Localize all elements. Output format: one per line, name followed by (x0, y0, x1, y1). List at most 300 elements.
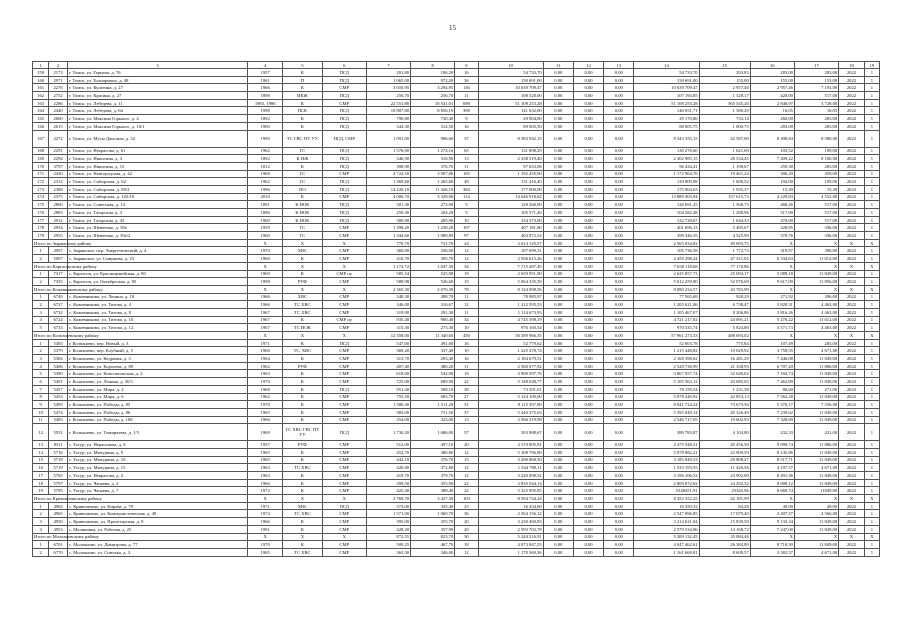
table-cell: 5551 (49, 424, 68, 441)
table-cell: 313,70 (366, 355, 410, 363)
table-cell: 1970 (248, 541, 283, 549)
table-cell: 1 (864, 76, 879, 84)
table-cell: 11 849,00 (794, 518, 838, 526)
table-cell: 22 551,80 (366, 99, 410, 107)
table-cell: 986,60 (411, 130, 455, 147)
table-cell: 5719 (49, 464, 68, 472)
table-cell: 1 (864, 441, 879, 449)
table-cell: 0,00 (604, 424, 634, 441)
table-cell: 169 (33, 155, 49, 163)
table-cell: 25 094,17 (699, 270, 750, 278)
table-cell: 7 658 118,68 (634, 262, 699, 270)
table-cell: 2022 (839, 209, 865, 217)
table-cell: 0,00 (573, 107, 603, 115)
table-row (33, 316, 880, 324)
table-cell: 1 (33, 270, 49, 278)
table-cell: 0,00 (543, 84, 573, 92)
table-cell: 0,00 (573, 416, 603, 424)
table-cell: 0,00 (543, 69, 573, 77)
table-cell: 2022 (839, 224, 865, 232)
table-cell: 0,00 (573, 541, 603, 549)
table-cell: 1 (864, 401, 879, 409)
table-cell: 2 593 702,78 (478, 525, 543, 533)
table-cell: 517,00 (794, 216, 838, 224)
table-cell: 316,90 (411, 155, 455, 163)
table-cell: 162 (33, 92, 49, 100)
table-cell: 176 (33, 209, 49, 217)
table-cell: 65 (455, 147, 478, 155)
table-cell: 13 (455, 155, 478, 163)
table-cell: 140 051,71 (634, 107, 699, 115)
table-cell: 8 041 724,24 (634, 401, 699, 409)
table-row (33, 339, 880, 347)
table-cell: 2 (33, 347, 49, 355)
table-cell: ГС (283, 232, 323, 240)
table-cell: 12 (33, 424, 49, 441)
table-cell: 10 (33, 408, 49, 416)
table-cell: 1 205 621,06 (634, 301, 699, 309)
table-cell: ИКЖ (283, 92, 323, 100)
address-cell: г. Колпашево, ул. Ленина, д. 30/1 (67, 378, 247, 386)
table-cell: 3 (33, 518, 49, 526)
table-cell: 2 957,46 (750, 84, 794, 92)
table-cell: 2022 (839, 525, 865, 533)
district-total-row (33, 332, 880, 340)
table-cell: 11 886,00 (794, 362, 838, 370)
table-cell: 84,28 (699, 502, 750, 510)
table-cell: К (283, 401, 323, 409)
table-cell: 5 (33, 370, 49, 378)
table-cell: 6 738,47 (699, 301, 750, 309)
table-cell: 2 365,30 (366, 285, 410, 293)
table-cell: 12 (455, 448, 478, 456)
table-cell: 1996 (248, 185, 283, 193)
table-cell: X (864, 332, 879, 340)
table-cell: 11 340,60 (411, 332, 455, 340)
table-row (33, 278, 880, 286)
table-cell: 0,00 (543, 162, 573, 170)
table-cell: 5 078 246,92 (634, 393, 699, 401)
table-cell: 47 321,02 (699, 255, 750, 263)
table-cell: 0,00 (604, 510, 634, 518)
table-cell: 12 (455, 301, 478, 309)
table-cell: 0,00 (604, 408, 634, 416)
table-cell: 271,00 (794, 385, 838, 393)
address-cell: с. Тогур, ул. Нерасонова, д. 8 (67, 441, 247, 449)
table-cell: 7 247,00 (750, 525, 794, 533)
table-cell: 0,00 (543, 147, 573, 155)
table-cell: 970 335,74 (634, 324, 699, 332)
table-cell: 380,20 (411, 362, 455, 370)
table-cell: 346,00 (411, 548, 455, 556)
table-row (33, 308, 880, 316)
table-cell: 0,00 (573, 201, 603, 209)
table-cell: 0,00 (543, 339, 573, 347)
table-cell: ПСД (322, 147, 366, 155)
table-cell: 2 (33, 510, 49, 518)
table-cell: 11 886,00 (794, 441, 838, 449)
table-cell: 51 108 253,28 (634, 99, 699, 107)
table-cell: X (839, 533, 865, 541)
table-cell: 0,00 (543, 502, 573, 510)
table-cell: 0,00 (604, 355, 634, 363)
table-cell: 0,00 (543, 385, 573, 393)
table-cell: 0,00 (543, 201, 573, 209)
table-cell: 2291 (49, 147, 68, 155)
table-cell: 306,20 (750, 170, 794, 178)
table-cell: 11 849,00 (794, 393, 838, 401)
table-cell: 0,00 (543, 155, 573, 163)
table-cell: 0,00 (573, 401, 603, 409)
table-cell: 0,00 (543, 479, 573, 487)
table-cell: 1971 (248, 339, 283, 347)
table-cell: 2 338 519,40 (478, 155, 543, 163)
table-cell: 336,00 (794, 232, 838, 240)
table-cell: К (283, 448, 323, 456)
table-cell: 1 (864, 487, 879, 495)
table-cell: 0,00 (573, 216, 603, 224)
table-cell: 7 193,00 (794, 84, 838, 92)
table-cell: ТС ГВС ПУ УУ (283, 130, 323, 147)
table-cell: К (283, 525, 323, 533)
table-cell: 373,00 (366, 502, 410, 510)
table-cell: 2272 (49, 130, 68, 147)
table-cell: 0,00 (604, 209, 634, 217)
table-cell: 1 (864, 324, 879, 332)
table-cell: 10 639 709,47 (634, 84, 699, 92)
table-cell: 319,90 (366, 308, 410, 316)
table-row (33, 84, 880, 92)
table-cell: 1 (864, 301, 879, 309)
table-cell: К (283, 518, 323, 526)
table-cell: 175 064,63 (634, 185, 699, 193)
column-number: 5 (283, 62, 323, 69)
table-cell: 0,00 (573, 378, 603, 386)
table-cell: 0,00 (573, 355, 603, 363)
table-cell: 2022 (839, 370, 865, 378)
table-cell: 2 528 738,99 (634, 362, 699, 370)
table-cell: 18 (33, 479, 49, 487)
address-cell: г. Томск, ул. Шевченко, д. 39а (67, 224, 247, 232)
table-cell: СМР (322, 464, 366, 472)
table-cell: 3 329,90 (411, 193, 455, 201)
table-cell: 12 (455, 548, 478, 556)
table-cell: 0,00 (543, 416, 573, 424)
table-cell: 900,40 (411, 316, 455, 324)
table-cell: 2 564 156,12 (478, 510, 543, 518)
table-cell: 314,50 (411, 122, 455, 130)
table-cell: 337,40 (411, 347, 455, 355)
table-cell: 19 (455, 370, 478, 378)
table-cell: 425,40 (366, 487, 410, 495)
table-cell: X (322, 495, 366, 503)
table-cell: 755,50 (366, 393, 410, 401)
table-cell: 2 579 534,06 (634, 525, 699, 533)
table-cell: 11 856,00 (794, 278, 838, 286)
table-cell: СМР (322, 448, 366, 456)
table-cell: 30 (455, 533, 478, 541)
table-cell: 1 (864, 147, 879, 155)
table-cell: 442,10 (366, 456, 410, 464)
table-cell: 1965 (248, 448, 283, 456)
table-cell: X (794, 285, 838, 293)
table-cell: СМР (322, 370, 366, 378)
table-cell: 398 (455, 107, 478, 115)
table-cell: 4 006,70 (366, 193, 410, 201)
table-cell: 497,10 (411, 441, 455, 449)
table-row (33, 424, 880, 441)
page-number: 15 (449, 24, 456, 32)
column-number: 19 (864, 62, 879, 69)
table-cell: 7 409,22 (750, 155, 794, 163)
table-cell: 1966 (248, 518, 283, 526)
table-cell: 34 (455, 262, 478, 270)
table-cell: 1962 (248, 393, 283, 401)
table-cell: X (322, 285, 366, 293)
table-cell: 288,70 (411, 293, 455, 301)
table-cell: 2022 (839, 278, 865, 286)
table-cell: 1891 (248, 201, 283, 209)
table-cell: 1 571,00 (366, 510, 410, 518)
table-cell: К ИОК (283, 216, 323, 224)
table-cell: 0,00 (604, 170, 634, 178)
table-cell: 2022 (839, 416, 865, 424)
table-cell: 3 728,00 (794, 99, 838, 107)
table-cell: 2 547 096,85 (634, 510, 699, 518)
table-cell: 2 614 125,57 (478, 239, 543, 247)
table-cell: 6732 (49, 308, 68, 316)
table-cell: 0,00 (604, 232, 634, 240)
table-cell: X (864, 285, 879, 293)
table-cell: 2022 (839, 424, 865, 441)
table-cell: РУФ (283, 441, 323, 449)
table-cell: 3 230 460,83 (478, 518, 543, 526)
table-cell: 0,00 (573, 464, 603, 472)
table-cell: X (322, 262, 366, 270)
table-cell: К (283, 122, 323, 130)
table-cell: 5495 (49, 401, 68, 409)
table-cell: 11 (455, 308, 478, 316)
table-cell: 18 541,01 (411, 99, 455, 107)
table-cell: 0,00 (604, 525, 634, 533)
table-cell: 315,30 (366, 324, 410, 332)
table-cell: 16 (455, 122, 478, 130)
table-cell: 2 846,97 (750, 99, 794, 107)
table-cell: 96 434,41 (634, 162, 699, 170)
table-cell: 2022 (839, 84, 865, 92)
table-cell: 16,05 (794, 107, 838, 115)
table-cell: СМР (322, 255, 366, 263)
table-row (33, 362, 880, 370)
table-cell: 8 498,84 (750, 130, 794, 147)
table-cell: 7335 (49, 278, 68, 286)
table-cell: 5 (33, 324, 49, 332)
table-cell: 0,00 (604, 378, 634, 386)
table-cell: 2615 (49, 122, 68, 130)
table-cell: X (283, 332, 323, 340)
table-cell: 1957 (248, 441, 283, 449)
table-cell: 1 215 448,82 (634, 347, 699, 355)
table-cell: 1 (864, 92, 879, 100)
district-total-row (33, 285, 880, 293)
table-cell: СМР (322, 487, 366, 495)
table-cell: 0,00 (543, 393, 573, 401)
table-cell: 0,00 (573, 293, 603, 301)
table-cell: 0,00 (604, 479, 634, 487)
table-cell: 354,00 (366, 416, 410, 424)
table-cell: 5474 (49, 408, 68, 416)
district-total-label: Итого по Кожевниковскому району (34, 286, 103, 292)
table-cell: 12 (455, 472, 478, 480)
table-cell: К (283, 69, 323, 77)
table-cell: ГС (283, 178, 323, 186)
table-cell: 2 070,30 (411, 285, 455, 293)
table-cell: 58 589 966,35 (478, 332, 543, 340)
table-cell: 2 (33, 255, 49, 263)
table-cell: X (839, 239, 865, 247)
table-cell: 1 511,20 (411, 401, 455, 409)
table-cell: 11 849,00 (794, 370, 838, 378)
table-cell: 4 671,00 (794, 548, 838, 556)
table-cell: 7 184,74 (750, 370, 794, 378)
table-cell: 3 220 098,52 (478, 472, 543, 480)
table-cell: 2022 (839, 518, 865, 526)
table-cell: 12 (455, 255, 478, 263)
table-cell: 1 (864, 99, 879, 107)
table-cell: 403 872,54 (478, 232, 543, 240)
table-cell: 4 104,80 (699, 424, 750, 441)
table-row (33, 525, 880, 533)
table-cell: 0,00 (573, 472, 603, 480)
table-cell: 2 (33, 301, 49, 309)
table-cell: 1 161 669,81 (634, 548, 699, 556)
table-cell: 2 625 857,73 (634, 270, 699, 278)
table-cell: X (283, 495, 323, 503)
table-cell: 1969 (248, 424, 283, 441)
table-row (33, 201, 880, 209)
table-cell: 0,00 (604, 293, 634, 301)
table-cell: К (283, 541, 323, 549)
table-cell: 2276 (49, 84, 68, 92)
table-cell: К (283, 378, 323, 386)
table-cell: 1974 (248, 510, 283, 518)
table-cell: 491,00 (411, 339, 455, 347)
table-cell: К (283, 370, 323, 378)
table-cell: 0,00 (573, 185, 603, 193)
address-cell: г. Колпашево, ул. Мира, д. 2 (67, 385, 247, 393)
table-cell: 0,00 (543, 355, 573, 363)
table-cell: К (283, 416, 323, 424)
table-cell: 29 808,27 (699, 456, 750, 464)
table-cell: 1 (864, 456, 879, 464)
table-cell: 4962 (49, 502, 68, 510)
table-cell: 0,00 (543, 185, 573, 193)
table-cell: 283,00 (750, 69, 794, 77)
table-cell: 186,20 (411, 69, 455, 77)
table-cell: 542,90 (411, 370, 455, 378)
table-cell: 2600 (49, 115, 68, 123)
table-cell: 25 (455, 502, 478, 510)
table-cell: 976 160,54 (478, 324, 543, 332)
table-cell: 0,00 (573, 270, 603, 278)
table-cell: К (283, 115, 323, 123)
table-row (33, 479, 880, 487)
table-row (33, 76, 880, 84)
table-cell: 4 (33, 525, 49, 533)
table-cell: 1 (864, 209, 879, 217)
table-cell: ХВС (283, 502, 323, 510)
table-cell: 5390 (49, 370, 68, 378)
table-cell: 16 (33, 464, 49, 472)
table-cell: 0,00 (543, 548, 573, 556)
table-cell: 105 571,40 (478, 209, 543, 217)
table-cell: 618,00 (366, 370, 410, 378)
table-cell: СМР (322, 548, 366, 556)
address-cell: с. Кожевниково, ул. Титова, д. 10 (67, 316, 247, 324)
table-cell: 7 328,69 (750, 416, 794, 424)
table-cell: ГС (283, 224, 323, 232)
table-cell: 0,00 (573, 224, 603, 232)
table-cell: 1 344,60 (366, 232, 410, 240)
table-cell: К (283, 270, 323, 278)
address-cell: г. Томск, ул. Советская, д. 14 (67, 201, 247, 209)
table-cell: 2022 (839, 324, 865, 332)
table-cell: 5 105 563,12 (634, 378, 699, 386)
table-row (33, 441, 880, 449)
table-cell: 0,00 (573, 362, 603, 370)
table-row (33, 502, 880, 510)
table-cell: 80,60 (750, 385, 794, 393)
table-cell: 43 085,65 (699, 378, 750, 386)
table-cell: 2 659 951,90 (478, 270, 543, 278)
table-cell: 0,00 (573, 518, 603, 526)
table-cell: 11 849,00 (794, 525, 838, 533)
table-cell: 2022 (839, 464, 865, 472)
table-cell: 0,00 (604, 393, 634, 401)
table-cell: 5401 (49, 378, 68, 386)
table-cell: 259,30 (366, 209, 410, 217)
table-cell: 12 358,00 (366, 332, 410, 340)
table-cell: 2 957,46 (699, 84, 750, 92)
table-cell: 0,00 (604, 495, 634, 503)
table-cell: ТС ХВС (283, 548, 323, 556)
table-cell: 1998 (248, 278, 283, 286)
address-cell: г. Томск, ул. Герцена, д. 76 (67, 69, 247, 77)
table-cell: 2955 (49, 232, 68, 240)
table-cell: 1 (864, 370, 879, 378)
table-cell: 256,70 (366, 92, 410, 100)
table-cell: 8 206,86 (699, 308, 750, 316)
address-cell: г. Колпашево, ул. Победы, д. 86 (67, 408, 247, 416)
table-cell: 14 (33, 448, 49, 456)
table-cell: 8 (33, 393, 49, 401)
table-cell: 1998 (248, 107, 283, 115)
table-cell: 260,00 (750, 115, 794, 123)
table-cell: 8 517,71 (750, 456, 794, 464)
table-cell: 0,00 (604, 285, 634, 293)
table-cell: ТС ХВС (283, 301, 323, 309)
table-cell: 0,00 (543, 362, 573, 370)
table-cell: 2010 (248, 193, 283, 201)
table-cell: 0,00 (543, 130, 573, 147)
table-cell: 107 (455, 224, 478, 232)
table-cell: 8 710,39 (750, 541, 794, 549)
table-cell: 52 076,69 (699, 278, 750, 286)
table-cell: X (322, 332, 366, 340)
table-cell: 685,70 (411, 393, 455, 401)
table-cell: 1 (864, 339, 879, 347)
table-cell: 19 (455, 270, 478, 278)
